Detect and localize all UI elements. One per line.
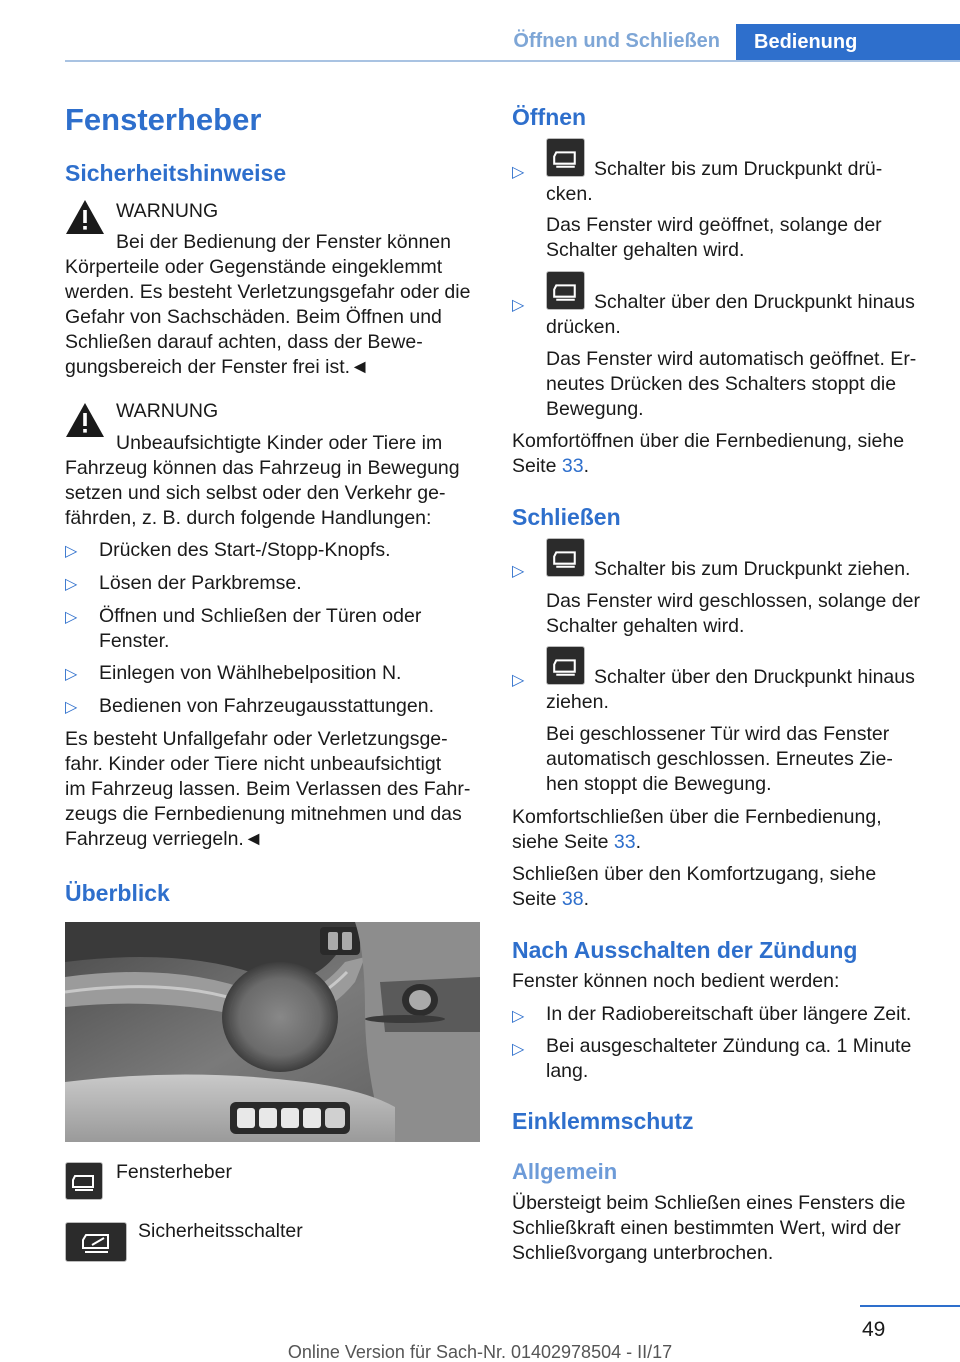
window-switch-icon	[546, 646, 585, 685]
header-section-title: Öffnen und Schließen	[513, 30, 720, 52]
list-item-sub: hen stoppt die Bewegung.	[546, 773, 772, 795]
list-item: Öffnen und Schließen der Türen oder	[99, 605, 422, 627]
list-item: Einlegen von Wählhebelposition N.	[99, 662, 402, 684]
window-switch-icon	[546, 138, 585, 177]
list-item-sub: Bewegung.	[546, 398, 644, 420]
footer-rule	[860, 1305, 960, 1307]
list-item-sub: Bei geschlossener Tür wird das Fenster	[546, 723, 890, 745]
page-link-33[interactable]: 33	[613, 831, 636, 853]
warning-title: WARNUNG	[116, 200, 219, 222]
list-item: ziehen.	[546, 691, 609, 713]
open-comfort-text	[512, 454, 589, 479]
warning-icon	[65, 199, 105, 235]
bullet-triangle-icon: ▷	[512, 563, 525, 580]
window-switch-icon	[546, 271, 585, 310]
pinch-heading: Einklemmschutz	[512, 1108, 694, 1134]
list-item: Lösen der Parkbremse.	[99, 572, 302, 594]
legend-window-switch: Fensterheber	[116, 1161, 232, 1183]
bullet-triangle-icon: ▷	[512, 672, 525, 689]
general-text: Schließkraft einen bestimmten Wert, wird der	[512, 1217, 901, 1239]
ignition-heading: Nach Ausschalten der Zündung	[512, 937, 858, 963]
warning2-after: Fahrzeug verriegeln.◄	[65, 828, 264, 850]
ignition-text: Fenster können noch bedient werden:	[512, 970, 840, 992]
warning1-line: gungsbereich der Fenster frei ist.◄	[65, 356, 370, 378]
bullet-triangle-icon: ▷	[512, 1041, 525, 1058]
list-item: cken.	[546, 183, 593, 205]
window-switch-icon	[65, 1162, 103, 1200]
warning1-line: werden. Es besteht Verletzungsgefahr oder die	[65, 281, 471, 303]
window-switch-icon	[546, 538, 585, 577]
list-item-sub: Das Fenster wird geöffnet, solange der	[546, 214, 882, 236]
page-number: 49	[862, 1318, 886, 1341]
list-item: Schalter bis zum Druckpunkt drü-	[594, 158, 883, 180]
header-rule	[65, 60, 960, 62]
warning1-line: Gefahr von Sachschäden. Beim Öffnen und	[65, 306, 442, 328]
safety-heading: Sicherheitshinweise	[65, 160, 287, 186]
warning2-line: Unbeaufsichtigte Kinder oder Tiere im	[116, 432, 443, 454]
warning2-after: fahr. Kinder oder Tiere nicht unbeaufsichtigt	[65, 753, 442, 775]
list-item-sub: Das Fenster wird geschlossen, solange der	[546, 590, 920, 612]
close-comfort-text: Komfortschließen über die Fernbedienung,	[512, 806, 882, 828]
bullet-triangle-icon: ▷	[65, 609, 78, 626]
list-item-sub: Das Fenster wird automatisch geöffnet. Er-	[546, 348, 917, 370]
close-comfort-text	[512, 830, 641, 855]
close-access-text: Schließen über den Komfortzugang, siehe	[512, 863, 877, 885]
warning2-line: setzen und sich selbst oder den Verkehr ge-	[65, 482, 446, 504]
period: .	[583, 455, 589, 477]
warning2-after: zeugs die Fernbedienung mitnehmen und das	[65, 803, 462, 825]
close-access-text	[512, 887, 589, 912]
bullet-triangle-icon: ▷	[65, 543, 78, 560]
list-item: In der Radiobereitschaft über längere Zeit.	[546, 1003, 912, 1025]
warning-title: WARNUNG	[116, 400, 219, 422]
open-comfort-prefix: Seite	[512, 455, 562, 477]
open-heading: Öffnen	[512, 104, 587, 130]
list-item-sub: Schalter gehalten wird.	[546, 615, 745, 637]
header-tab-bedienung[interactable]: Bedienung	[736, 24, 960, 62]
page-link-33[interactable]: 33	[561, 455, 584, 477]
open-comfort-text: Komfortöffnen über die Fernbedienung, siehe	[512, 430, 905, 452]
list-item: Bei ausgeschalteter Zündung ca. 1 Minute	[546, 1035, 912, 1057]
warning1-line: Schließen darauf achten, dass der Bewe-	[65, 331, 423, 353]
legend-safety-switch: Sicherheitsschalter	[138, 1220, 303, 1242]
list-item: drücken.	[546, 316, 621, 338]
close-heading: Schließen	[512, 504, 621, 530]
bullet-triangle-icon: ▷	[65, 666, 78, 683]
list-item: lang.	[546, 1060, 589, 1082]
warning1-line: Bei der Bedienung der Fenster können	[116, 231, 451, 253]
warning2-line: Fahrzeug können das Fahrzeug in Bewegung	[65, 457, 460, 479]
list-item: Drücken des Start-/Stopp-Knopfs.	[99, 539, 391, 561]
list-item: Fenster.	[99, 630, 170, 652]
warning2-after: Es besteht Unfallgefahr oder Verletzungsge-	[65, 728, 448, 750]
period: .	[635, 831, 642, 853]
list-item: Schalter über den Druckpunkt hinaus	[594, 666, 915, 688]
warning2-after: im Fahrzeug lassen. Beim Verlassen des Fahr-	[65, 778, 471, 800]
list-item-sub: neutes Drücken des Schalters stoppt die	[546, 373, 897, 395]
bullet-triangle-icon: ▷	[65, 699, 78, 716]
general-heading: Allgemein	[512, 1159, 618, 1184]
general-text: Übersteigt beim Schließen eines Fensters die	[512, 1192, 906, 1214]
footer-version-text: Online Version für Sach-Nr. 01402978504 - II/17	[287, 1342, 673, 1362]
list-item-sub: automatisch geschlossen. Erneutes Zie-	[546, 748, 893, 770]
warning2-line: fährden, z. B. durch folgende Handlungen:	[65, 507, 432, 529]
warning-icon	[65, 402, 105, 438]
period: .	[583, 888, 589, 910]
bullet-triangle-icon: ▷	[65, 576, 78, 593]
bullet-triangle-icon: ▷	[512, 164, 525, 181]
list-item: Schalter bis zum Druckpunkt ziehen.	[594, 558, 911, 580]
list-item: Schalter über den Druckpunkt hinaus	[594, 291, 915, 313]
list-item-sub: Schalter gehalten wird.	[546, 239, 745, 261]
page-link-38[interactable]: 38	[561, 888, 584, 910]
page-title: Fensterheber	[65, 102, 262, 137]
warning1-line: Körperteile oder Gegenstände eingeklemmt	[65, 256, 443, 278]
safety-switch-icon	[65, 1222, 127, 1262]
list-item: Bedienen von Fahrzeugausstattungen.	[99, 695, 434, 717]
bullet-triangle-icon: ▷	[512, 297, 525, 314]
overview-heading: Überblick	[65, 880, 170, 906]
door-panel-photo	[65, 922, 480, 1142]
bullet-triangle-icon: ▷	[512, 1008, 525, 1025]
general-text: Schließvorgang unterbrochen.	[512, 1242, 774, 1264]
close-comfort-prefix: siehe Seite	[512, 831, 614, 853]
close-access-prefix: Seite	[512, 888, 562, 910]
